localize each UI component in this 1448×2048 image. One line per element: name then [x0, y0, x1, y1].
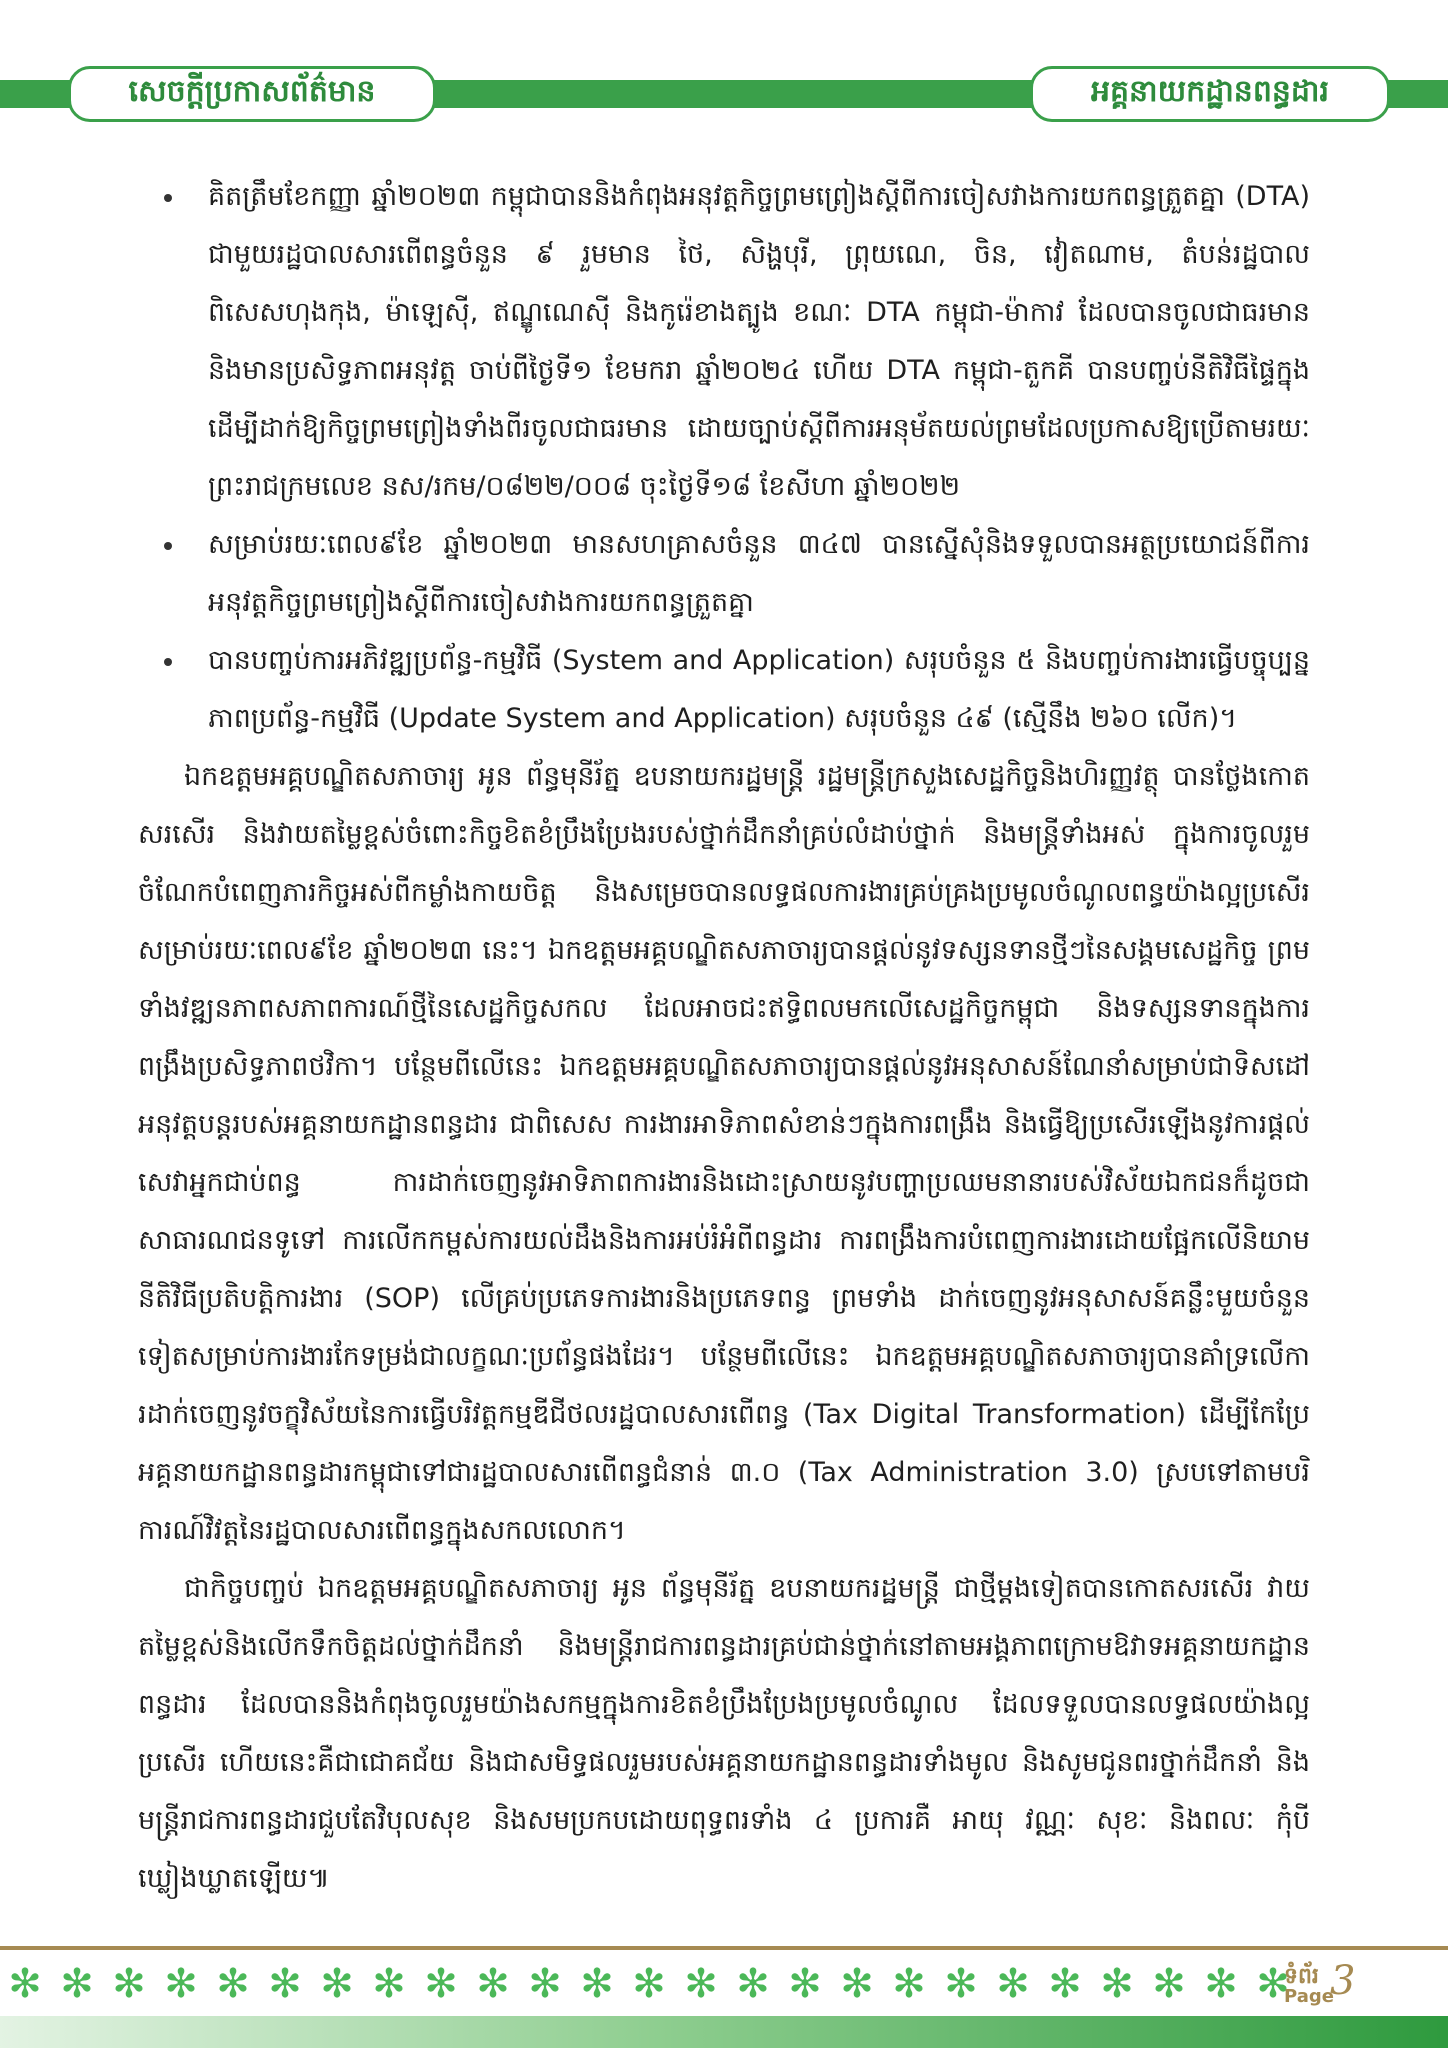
footer-rule	[0, 1946, 1448, 1950]
page-label-en: Page	[1284, 1986, 1334, 2007]
ornament-icon: ✻	[944, 1961, 978, 2007]
ornament-icon: ✻	[788, 1961, 822, 2007]
footer-ornament-row	[0, 1956, 1290, 2016]
article-body	[138, 168, 1310, 1908]
paragraph: ឯកឧត្តមអគ្គបណ្ឌិតសភាចារ្យ អូន ព័ន្ធមុនីរ័ត្ន ឧបនាយករដ្ឋមន្ត្រី រដ្ឋមន្ត្រីក្រសួងសេដ្ឋកិច្ចនិងហិរញ្ញវត្ថុ បានថ្លែងកោតសរសើរ និងវាយតម្លៃខ្ពស់ចំពោះកិច្ចខិតខំប្រឹងប្រែងរបស់ថ្នាក់ដឹកនាំគ្រប់លំដាប់ថ្នាក់ និងមន្ត្រីទាំងអស់ ក្នុងការចូលរួមចំណែកបំពេញភារកិច្ចអស់ពីកម្លាំងកាយចិត្ត និងសម្រេចបានលទ្ធផលការងារគ្រប់គ្រងប្រមូលចំណូលពន្ធយ៉ាងល្អប្រសើរសម្រាប់រយៈពេល៩ខែ ឆ្នាំ២០២៣ នេះ។ ឯកឧត្តមអគ្គបណ្ឌិតសភាចារ្យបានផ្តល់នូវទស្សនទានថ្មីៗនៃសង្គមសេដ្ឋកិច្ច ព្រមទាំងវឌ្ឍនភាពសភាពការណ៍ថ្មីនៃសេដ្ឋកិច្ចសកល ដែលអាចជះឥទ្ធិពលមកលើសេដ្ឋកិច្ចកម្ពុជា និងទស្សនទានក្នុងការពង្រឹងប្រសិទ្ធភាពថវិកា។ បន្ថែមពីលើនេះ ឯកឧត្តមអគ្គបណ្ឌិតសភាចារ្យបានផ្តល់នូវអនុសាសន៍ណែនាំសម្រាប់ជាទិសដៅអនុវត្តបន្តរបស់អគ្គនាយកដ្ឋានពន្ធដារ ជាពិសេស ការងារអាទិភាពសំខាន់ៗក្នុងការពង្រឹង និងធ្វើឱ្យប្រសើរឡើងនូវការផ្តល់សេវាអ្នកជាប់ពន្ធ ការដាក់ចេញនូវអាទិភាពការងារនិងដោះស្រាយនូវបញ្ហាប្រឈមនានារបស់វិស័យឯកជនក៏ដូចជាសាធារណជនទូទៅ ការលើកកម្ពស់ការយល់ដឹងនិងការអប់រំអំពីពន្ធដារ ការពង្រឹងការបំពេញការងារដោយផ្អែកលើនិយាមនីតិវិធីប្រតិបត្តិការងារ (SOP) លើគ្រប់ប្រភេទការងារនិងប្រភេទពន្ធ ព្រមទាំង ដាក់ចេញនូវអនុសាសន៍គន្លឹះមួយចំនួនទៀតសម្រាប់ការងារកែទម្រង់ជាលក្ខណៈប្រព័ន្ធផងដែរ។ បន្ថែមពីលើនេះ ឯកឧត្តមអគ្គបណ្ឌិតសភាចារ្យបានគាំទ្រលើការដាក់ចេញនូវចក្ខុវិស័យនៃការធ្វើបរិវត្តកម្មឌីជីថលរដ្ឋបាលសារពើពន្ធ (Tax Digital Transformation) ដើម្បីកែប្រែអគ្គនាយកដ្ឋានពន្ធដារកម្ពុជាទៅជារដ្ឋបាលសារពើពន្ធជំនាន់ ៣.០ (Tax Administration 3.0) ស្របទៅតាមបរិការណ៍វិវត្តនៃរដ្ឋបាលសារពើពន្ធក្នុងសកលលោក។	[138, 761, 1310, 1546]
ornament-icon: ✻	[840, 1961, 874, 2007]
ornament-icon: ✻	[1204, 1961, 1238, 2007]
ornament-icon: ✻	[60, 1961, 94, 2007]
ornament-icon: ✻	[372, 1961, 406, 2007]
ornament-icon: ✻	[528, 1961, 562, 2007]
ornament-icon: ✻	[736, 1961, 770, 2007]
ornament-icon: ✻	[112, 1961, 146, 2007]
bullet-item	[138, 516, 1310, 632]
bullet-item	[138, 632, 1310, 748]
ornament-icon: ✻	[8, 1961, 42, 2007]
paragraph: ជាកិច្ចបញ្ចប់ ឯកឧត្តមអគ្គបណ្ឌិតសភាចារ្យ អូន ព័ន្ធមុនីរ័ត្ន ឧបនាយករដ្ឋមន្ត្រី ជាថ្មីម្តងទៀតបានកោតសរសើរ វាយតម្លៃខ្ពស់និងលើកទឹកចិត្តដល់ថ្នាក់ដឹកនាំ និងមន្ត្រីរាជការពន្ធដារគ្រប់ជាន់ថ្នាក់នៅតាមអង្គភាពក្រោមឱវាទអគ្គនាយកដ្ឋានពន្ធដារ ដែលបាននិងកំពុងចូលរួមយ៉ាងសកម្មក្នុងការខិតខំប្រឹងប្រែងប្រមូលចំណូល ដែលទទួលបានលទ្ធផលយ៉ាងល្អប្រសើរ ហើយនេះគឺជាជោគជ័យ និងជាសមិទ្ធផលរួមរបស់អគ្គនាយកដ្ឋានពន្ធដារទាំងមូល និងសូមជូនពរថ្នាក់ដឹកនាំ និងមន្ត្រីរាជការពន្ធដារជួបតែវិបុលសុខ និងសមប្រកបដោយពុទ្ធពរទាំង ៤ ប្រការគឺ អាយុ វណ្ណៈ សុខៈ និងពលៈ កុំបីឃ្លៀងឃ្លាតឡើយ៕	[138, 1573, 1310, 1894]
page-number: 3	[1330, 1958, 1356, 2004]
bullet-item	[138, 168, 1310, 516]
header-title-left: សេចក្តីប្រកាសព័ត៌មាន	[68, 66, 436, 122]
footer-gradient-band	[0, 2016, 1448, 2048]
ornament-icon: ✻	[580, 1961, 614, 2007]
ornament-icon: ✻	[1100, 1961, 1134, 2007]
bullet-text: គិតត្រឹមខែកញ្ញា ឆ្នាំ២០២៣ កម្ពុជាបាននិងកំពុងអនុវត្តកិច្ចព្រមព្រៀងស្តីពីការចៀសវាងការយកពន្ធត្រួតគ្នា (DTA) ជាមួយរដ្ឋបាលសារពើពន្ធចំនួន ៩ រួមមាន ថៃ, សិង្ហបុរី, ព្រុយណេ, ចិន, វៀតណាម, តំបន់រដ្ឋបាលពិសេសហុងកុង, ម៉ាឡេស៊ី, ឥណ្ឌូណេស៊ី និងកូរ៉េខាងត្បូង ខណៈ DTA កម្ពុជា-ម៉ាកាវ ដែលបានចូលជាធរមាន និងមានប្រសិទ្ធភាពអនុវត្ត ចាប់ពីថ្ងៃទី១ ខែមករា ឆ្នាំ២០២៤ ហើយ DTA កម្ពុជា-តួកគី បានបញ្ចប់នីតិវិធីផ្ទៃក្នុង ដើម្បីដាក់ឱ្យកិច្ចព្រមព្រៀងទាំងពីរចូលជាធរមាន ដោយច្បាប់ស្តីពីការអនុម័តយល់ព្រមដែលប្រកាសឱ្យប្រើតាមរយៈព្រះរាជក្រមលេខ នស/រកម/០៨២២/០០៨ ចុះថ្ងៃទី១៨ ខែសីហា ឆ្នាំ២០២២	[208, 181, 1310, 502]
ornament-icon: ✻	[164, 1961, 198, 2007]
ornament-icon: ✻	[1152, 1961, 1186, 2007]
page-label-kh: ទំព័រ	[1284, 1964, 1319, 1989]
ornament-icon: ✻	[632, 1961, 666, 2007]
bullet-dot-icon	[164, 658, 172, 666]
bullet-dot-icon	[164, 194, 172, 202]
ornament-icon: ✻	[1048, 1961, 1082, 2007]
bullet-text: បានបញ្ចប់ការអភិវឌ្ឍប្រព័ន្ធ-កម្មវិធី (System and Application) សរុបចំនួន ៥ និងបញ្ចប់ការងារធ្វើបច្ចុប្បន្នភាពប្រព័ន្ធ-កម្មវិធី (Update System and Application) សរុបចំនួន ៤៩ (ស្មើនឹង ២៦០ លើក)។	[208, 645, 1310, 734]
ornament-icon: ✻	[268, 1961, 302, 2007]
ornament-icon: ✻	[476, 1961, 510, 2007]
ornament-icon: ✻	[320, 1961, 354, 2007]
ornament-icon: ✻	[996, 1961, 1030, 2007]
bullet-dot-icon	[164, 542, 172, 550]
ornament-icon: ✻	[424, 1961, 458, 2007]
header-title-right: អគ្គនាយកដ្ឋានពន្ធដារ	[1030, 66, 1390, 122]
ornament-icon: ✻	[684, 1961, 718, 2007]
ornament-icon: ✻	[1256, 1961, 1290, 2007]
ornament-icon: ✻	[216, 1961, 250, 2007]
bullet-list	[138, 168, 1310, 748]
bullet-text: សម្រាប់រយៈពេល៩ខែ ឆ្នាំ២០២៣ មានសហគ្រាសចំនួន ៣៤៧ បានស្នើសុំនិងទទួលបានអត្ថប្រយោជន៍ពីការអនុវត្តកិច្ចព្រមព្រៀងស្តីពីការចៀសវាងការយកពន្ធត្រួតគ្នា	[208, 529, 1310, 618]
ornament-icon: ✻	[892, 1961, 926, 2007]
